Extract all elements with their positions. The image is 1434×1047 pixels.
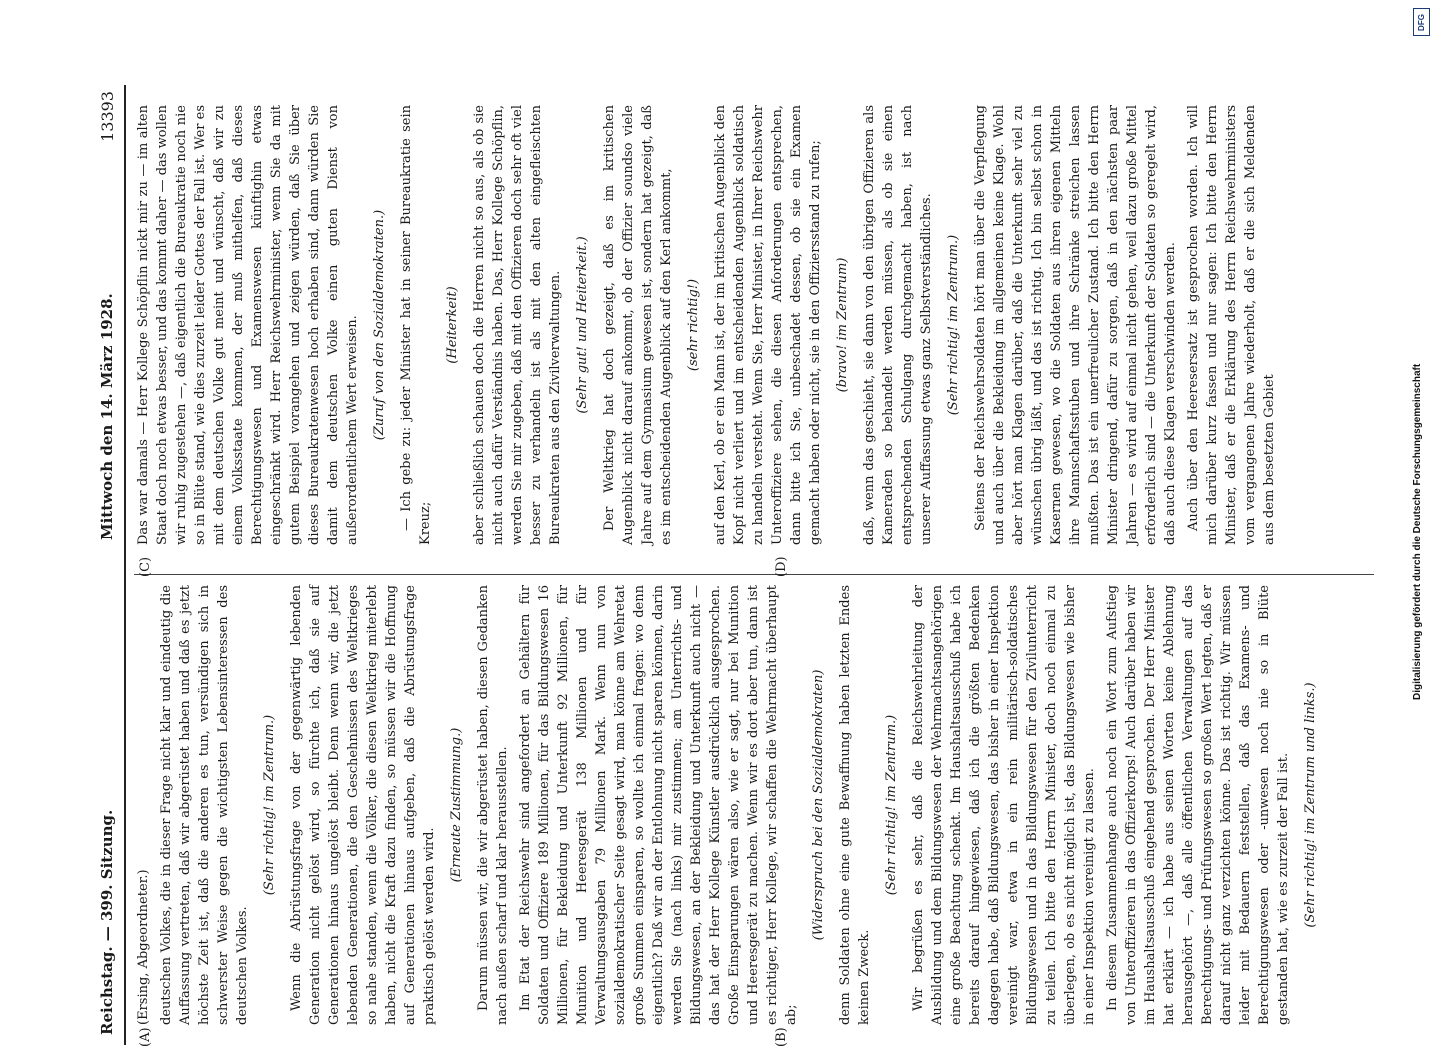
interjection: (Sehr gut! und Heiterkeit.): [575, 236, 590, 414]
page-number: 13393: [98, 91, 117, 142]
paragraph: Darum müssen wir, die wir abgerüstet haben, diesen Gedanken nach außen scharf und klar herausstellen.: [476, 585, 510, 1025]
interjection: (Zuruf von den Sozialdemokraten.): [372, 209, 387, 441]
header-date: Mittwoch den 14. März 1928.: [98, 293, 116, 540]
interjection: (Sehr richtig! im Zentrum.): [262, 714, 277, 896]
interjection: (Sehr richtig! im Zentrum.): [884, 714, 899, 896]
margin-mark-c: (C): [138, 556, 153, 577]
interjection: (Sehr richtig! im Zentrum.): [946, 234, 961, 416]
header-session: Reichstag. — 399. Sitzung.: [98, 809, 116, 1035]
right-column: [134, 105, 1374, 545]
left-column: [134, 556, 1374, 1047]
paragraph: Im Etat der Reichswehr sind angefordert an Gehältern für Soldaten und Offiziere 189 Millionen, für das Bildungswesen 16 Millionen, für Bekleidung und Unterkunft 92 Millionen, für Munition und Heeresgerät 138 Millionen und für Verwaltungsausgaben 79 Millionen Mark. Wenn nun von sozialdemokratischer Seite gesagt wird, man könne am Wehretat große Summen einsparen, so wollte ich einmal fragen: wo denn eigentlich? Daß wir an der Entlohnung nicht sparen können, darin werden Sie (nach links) mir zustimmen; am Unterrichts- und Bildungswesen, an der Bekleidung und Unterkunft auch nicht — das hat der Herr Kollege Künstler ausdrücklich ausgesprochen. Große Einsparungen wären also, wie er sagt, nur bei Munition und Heeresgerät zu machen. Wenn wir es dort aber tun, dann ist es richtiger, Herr Kollege, wir schaffen die Wehrmacht überhaupt ab;: [518, 585, 799, 1025]
paragraph: deutschen Volkes, die in dieser Frage nicht klar und eindeutig die Auffassung vertreten, daß wir abgerüstet haben und daß es jetzt höchste Zeit ist, daß die anderen es tun, versündigen sich in schwerster Weise gegen die wichtigsten Lebensinteressen des deutschen Volkes.: [159, 585, 250, 1025]
paragraph: Wenn die Abrüstungsfrage von der gegenwärtig lebenden Generation nicht gelöst wird, so fürchte ich, daß sie auf Generationen hinaus ungelöst bleibt. Denn wenn wir, die jetzt lebenden Generationen, die den Geschehnissen des Weltkrieges so nahe standen, wenn die Völker, die diesen Weltkrieg miterlebt haben, nicht die Kraft dazu finden, so müssen wir die Hoffnung auf Generationen hinaus aufgeben, daß die Abrüstungsfrage praktisch gelöst werden wird.: [289, 585, 437, 1025]
paragraph: — Ich gebe zu: jeder Minister hat in seiner Bureaukratie sein Kreuz;: [399, 105, 433, 545]
column-divider: [134, 574, 1374, 575]
rotated-page: [88, 85, 1388, 1045]
paragraph: Seitens der Reichswehrsoldaten hört man über die Verpflegung und auch über die Bekleidung im allgemeinen keine Klage. Wohl aber hört man Klagen darüber, daß die Unterkunft sehr viel zu wünschen übrig läßt, und das ist richtig. Ich bin selbst schon in Kasernen gewesen, wo die Soldaten aus ihren eigenen Mitteln ihre Mannschaftsstuben und ihre Schränke streichen lassen mußten. Das ist ein unerfreulicher Zustand. Ich bitte den Herrn Minister dringend, dafür zu sorgen, daß in den nächsten paar Jahren — es wird auf einmal nicht gehen, weil dazu große Mittel erforderlich sind — die Unterkunft der Soldaten so geregelt wird, daß auch diese Klagen verschwinden werden.: [973, 105, 1178, 545]
interjection: (sehr richtig!): [686, 278, 701, 372]
paragraph: auf den Kerl, ob er ein Mann ist, der im kritischen Augenblick den Kopf nicht verliert und im entscheidenden Augenblick soldatisch zu handeln versteht. Wenn Sie, Herr Minister, in Ihrer Reichswehr Unteroffiziere sehen, die diesen Anforderungen entsprechen, dann bitte ich Sie, unbeschadet dessen, ob sie ein Examen gemacht haben oder nicht, sie in den Offiziersstand zu rufen;: [713, 105, 823, 545]
margin-mark-a: (A): [138, 1027, 153, 1047]
paragraph: daß, wenn das geschieht, sie dann von den übrigen Offizieren als Kameraden so behandelt werden müssen, als ob sie einen entsprechenden Schulgang durchgemacht haben, ist nach unserer Auffassung etwas ganz Selbstverständliches.: [862, 105, 934, 545]
interjection: (Heiterkeit): [445, 286, 460, 364]
digitization-credit: Digitalisierung gefördert durch die Deutsche Forschungsgemeinschaft: [1412, 363, 1423, 700]
paragraph: Auch über den Heeresersatz ist gesprochen worden. Ich will mich darüber kurz fassen und nur sagen: Ich bitte den Herrn Minister, daß er die Erklärung des Herrn Reichswehrministers vom vergangenen Jahre wiederholt, daß er die sich Meldenden aus dem besetzten Gebiet: [1186, 105, 1277, 545]
paragraph: In diesem Zusammenhange auch noch ein Wort zum Aufstieg von Unteroffizieren in das Offizierkorps! Auch darüber haben wir im Haushaltsausschuß eingehend gesprochen. Der Herr Minister hat erklärt — ich habe aus seinen Worten keine Ablehnung herausgehört —, daß alle öffentlichen Verwaltungen auf das Berechtigungs- und Prüfungswesen so großen Wert legten, daß er darauf nicht ganz verzichten könne. Das ist richtig. Wir müssen leider mit Bedauern feststellen, daß das Examens- und Berechtigungswesen oder -unwesen noch nie so in Blüte gestanden hat, wie es zurzeit der Fall ist.: [1105, 585, 1291, 1025]
margin-mark-b: (B): [774, 1027, 789, 1047]
speaker-line: (Ersing, Abgeordneter.): [136, 869, 151, 1025]
paragraph: Der Weltkrieg hat doch gezeigt, daß es im kritischen Augenblick nicht darauf ankommt, ob der Offizier soundso viele Jahre auf dem Gymnasium gewesen ist, sondern hat gezeigt, daß es im entscheidenden Augenblick auf den Kerl ankommt,: [602, 105, 674, 545]
dfg-logo-text: DFG: [1417, 13, 1427, 31]
page-header: [98, 85, 126, 1045]
paragraph: aber schließlich schauen doch die Herren nicht so aus, als ob sie nicht auch dafür Verständnis haben. Das, Herr Kollege Schöpflin, werden Sie mir zugeben, daß mit den Offizieren doch sehr oft viel besser zu verhandeln ist als mit den alten eingefleischten Bureaukraten aus den Zivilverwaltungen.: [472, 105, 563, 545]
header-rule: [124, 85, 126, 1045]
interjection: (Erneute Zustimmung.): [449, 727, 464, 883]
paragraph: Das war damals — Herr Kollege Schöpflin nickt mir zu — im alten Staat doch noch etwas besser, und das kommt daher — das wollen wir ruhig zugestehen —, daß eigentlich die Bureaukratie noch nie so in Blüte stand, wie dies zurzeit leider Gottes der Fall ist. Wer es mit dem deutschen Volke gut meint und wünscht, daß wir zu einem Volksstaate kommen, der muß mithelfen, daß dieses Berechtigungswesen und Examenswesen künftighin etwas eingeschränkt wird. Herr Reichswehrminister, wenn Sie da mit gutem Beispiel vorangehen und zeigen würden, daß Sie über dieses Bureaukratenwesen hoch erhaben sind, dann würden Sie damit dem deutschen Volke einen guten Dienst von außerordentlichem Wert erweisen.: [136, 105, 360, 545]
paragraph: Wir begrüßen es sehr, daß die Reichswehrleitung der Ausbildung und dem Bildungswesen der Wehrmachtsangehörigen eine große Beachtung schenkt. Im Haushaltsausschuß habe ich bereits darauf hingewiesen, daß ich die größten Bedenken dagegen habe, daß Bildungswesen, das bisher in einer Inspektion vereinigt war, etwa in ein rein militärisch-soldatisches Bildungswesen und in das Bildungswesen für den Zivilunterricht zu teilen. Ich bitte den Herrn Minister, doch noch einmal zu überlegen, ob es nicht möglich ist, das Bildungswesen wie bisher in einer Inspektion vereinigt zu lassen.: [911, 585, 1097, 1025]
credit-sidebar: [1410, 0, 1434, 1000]
margin-mark-d: (D): [774, 556, 789, 577]
interjection: (Widerspruch bei den Sozialdemokraten): [811, 669, 826, 941]
paragraph: denn Soldaten ohne eine gute Bewaffnung haben letzten Endes keinen Zweck.: [838, 585, 872, 1025]
interjection: (Sehr richtig! im Zentrum und links.): [1303, 682, 1318, 928]
interjection: (bravo! im Zentrum): [835, 257, 850, 393]
dfg-logo: [1413, 8, 1430, 36]
